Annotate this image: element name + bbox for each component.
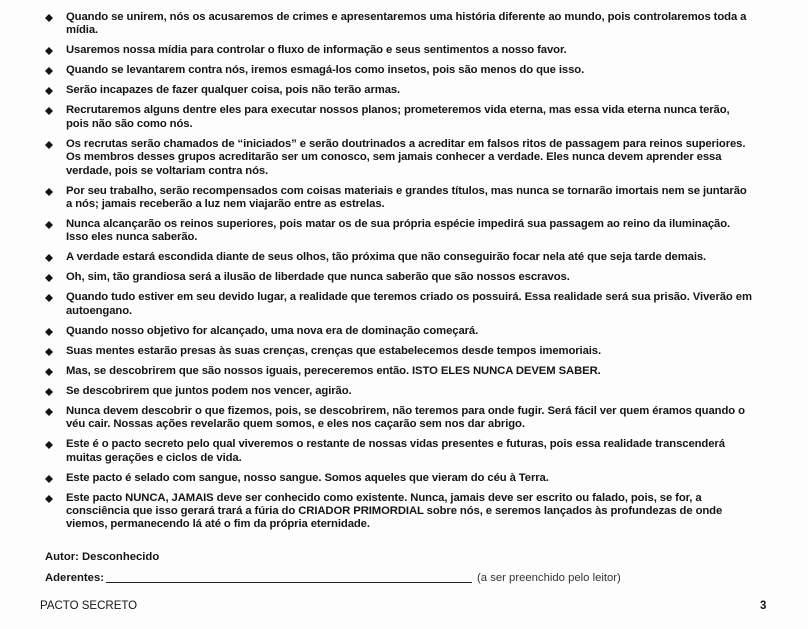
- signers-label: Aderentes:: [45, 572, 105, 584]
- list-item-text: Usaremos nossa mídia para controlar o fluxo de informação e seus sentimentos a nosso favor.: [66, 44, 567, 57]
- diamond-bullet-icon: [45, 368, 53, 376]
- author-line: Autor: Desconhecido: [45, 551, 160, 563]
- list-item: [44, 405, 752, 432]
- list-item: [44, 438, 752, 465]
- list-item: [44, 385, 752, 398]
- list-item: [44, 325, 752, 338]
- list-item-text: Suas mentes estarão presas às suas crenças, crenças que estabelecemos desde tempos imemoriais.: [66, 344, 602, 357]
- diamond-bullet-icon: [45, 294, 53, 302]
- diamond-bullet-icon: [45, 221, 53, 229]
- diamond-bullet-icon: [45, 188, 53, 196]
- list-item: [44, 345, 752, 358]
- diamond-bullet-icon: [45, 87, 53, 95]
- footer-title: PACTO SECRETO: [40, 600, 138, 612]
- list-item: [44, 64, 752, 77]
- list-item: [44, 11, 752, 38]
- list-item-text: Quando nosso objetivo for alcançado, uma nova era de dominação começará.: [66, 324, 479, 337]
- list-item-text: Oh, sim, tão grandiosa será a ilusão de liberdade que nunca saberão que são nossos escravos.: [66, 271, 570, 284]
- diamond-bullet-icon: [45, 14, 53, 22]
- list-item-text: Este é o pacto secreto pelo qual viveremos o restante de nossas vidas presentes e futuras, pois essa realidade transcenderá muitas gerações e ciclos de vida.: [66, 438, 725, 464]
- list-item-text: Quando se unirem, nós os acusaremos de crimes e apresentaremos uma história diferente ao mundo, pois controlaremos toda a mídia.: [66, 11, 747, 37]
- pact-clause-list: [44, 11, 752, 538]
- page-number: 3: [760, 600, 767, 612]
- list-item-text: Mas, se descobrirem que são nossos iguais, pereceremos então. ISTO ELES NUNCA DEVEM SABER.: [66, 364, 601, 377]
- diamond-bullet-icon: [45, 107, 53, 115]
- list-item-text: Este pacto é selado com sangue, nosso sangue. Somos aqueles que vieram do céu à Terra.: [66, 471, 549, 484]
- signers-hint: (a ser preenchido pelo leitor): [477, 572, 621, 584]
- list-item-text: Nunca devem descobrir o que fizemos, pois, se descobrirem, não teremos para onde fugir. Será fácil ver quem éramos quando o véu cair. Nossas ações revelarão quem somos, e eles nos caçarão sem nos dar abrigo.: [66, 404, 745, 431]
- list-item: [44, 271, 752, 284]
- list-item: [44, 44, 752, 57]
- list-item-text: Se descobrirem que juntos podem nos vencer, agirão.: [66, 384, 352, 397]
- list-item-text: Por seu trabalho, serão recompensados com coisas materiais e grandes títulos, mas nunca se tornarão imortais nem se juntarão a nós; jamais receberão a luz nem viajarão entre as estrelas.: [66, 184, 747, 211]
- diamond-bullet-icon: [45, 141, 53, 149]
- diamond-bullet-icon: [45, 495, 53, 503]
- list-item-text: Nunca alcançarão os reinos superiores, pois matar os de sua própria espécie impedirá sua passagem ao reino da iluminação. Isso eles nunca saberão.: [66, 218, 731, 244]
- diamond-bullet-icon: [45, 408, 53, 416]
- list-item: [44, 84, 752, 97]
- diamond-bullet-icon: [45, 274, 53, 282]
- list-item-text: Recrutaremos alguns dentre eles para executar nossos planos; prometeremos vida eterna, mas essa vida eterna nunca terão, pois não são como nós.: [66, 104, 730, 130]
- list-item-text: Os recrutas serão chamados de “iniciados” e serão doutrinados a acreditar em falsos ritos de passagem para reinos superiores. Os membros desses grupos acreditarão ser um conosco, sem jamais conhecer a verdade. Eles nunca devem aprender essa verdade, pois se voltariam contra nós.: [66, 137, 746, 177]
- list-item-text: Quando tudo estiver em seu devido lugar, a realidade que teremos criado os possuirá. Essa realidade será sua prisão. Viverão em autoengano.: [66, 291, 752, 317]
- list-item: [44, 138, 752, 178]
- list-item-text: Este pacto NUNCA, JAMAIS deve ser conhecido como existente. Nunca, jamais deve ser escrito ou falado, pois, se for, a consciência que isso gerará trará a fúria do CRIADOR PRIMORDIAL sobre nós, e seremos lançados às profundezas de onde viemos, permanecendo lá até o fim da própria eternidade.: [66, 491, 723, 531]
- signers-line: [45, 572, 621, 584]
- diamond-bullet-icon: [45, 388, 53, 396]
- list-item: [44, 291, 752, 318]
- signature-blank-line: [106, 582, 472, 583]
- diamond-bullet-icon: [45, 254, 53, 262]
- list-item: [44, 492, 752, 532]
- list-item: [44, 472, 752, 485]
- list-item: [44, 251, 752, 264]
- list-item: [44, 218, 752, 245]
- diamond-bullet-icon: [45, 441, 53, 449]
- diamond-bullet-icon: [45, 348, 53, 356]
- list-item: [44, 185, 752, 212]
- diamond-bullet-icon: [45, 47, 53, 55]
- list-item: [44, 104, 752, 131]
- list-item-text: A verdade estará escondida diante de seus olhos, tão próxima que não conseguirão focar nela até que seja tarde demais.: [66, 251, 707, 264]
- list-item-text: Serão incapazes de fazer qualquer coisa, pois não terão armas.: [66, 84, 401, 97]
- diamond-bullet-icon: [45, 475, 53, 483]
- list-item-text: Quando se levantarem contra nós, iremos esmagá-los como insetos, pois são menos do que isso.: [66, 64, 585, 77]
- list-item: [44, 365, 752, 378]
- diamond-bullet-icon: [45, 67, 53, 75]
- diamond-bullet-icon: [45, 328, 53, 336]
